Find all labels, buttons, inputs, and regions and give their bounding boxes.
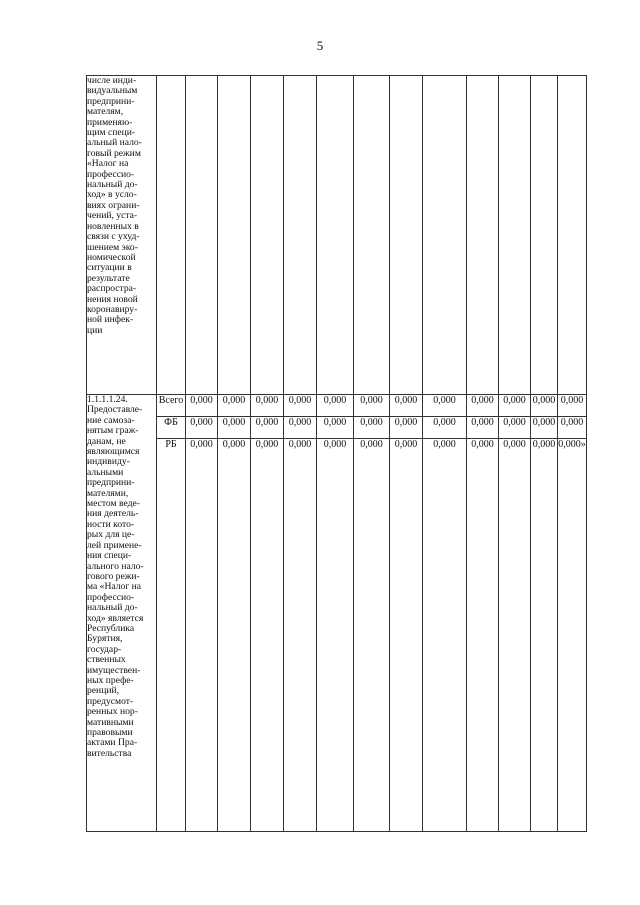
description-line: местом веде- — [87, 498, 140, 510]
value-cell: 0,000 — [251, 395, 284, 417]
value-cell: 0,000 — [284, 395, 317, 417]
value-cell: 0,000 — [284, 417, 317, 439]
description-line: ных префе- — [87, 674, 134, 686]
value-cell — [218, 76, 251, 395]
value-cell: 0,000 — [531, 417, 558, 439]
value-cell — [284, 76, 317, 395]
budget-table — [86, 75, 587, 832]
table-row — [87, 439, 587, 832]
item-description — [87, 395, 157, 832]
description-line: альными — [87, 466, 124, 478]
value-cell — [467, 76, 499, 395]
value-cell: 0,000 — [531, 395, 558, 417]
value-cell: 0,000 — [423, 439, 467, 832]
description-line: ход» в усло- — [87, 189, 137, 201]
value-cell: 0,000 — [251, 439, 284, 832]
description-line: применяю- — [87, 116, 133, 128]
description-line: коронавиру- — [87, 303, 138, 315]
description-line: щим специ- — [87, 127, 136, 139]
description-line: виях ограни- — [87, 199, 140, 211]
value-cell: 0,000 — [390, 439, 423, 832]
description-line: ситуации в — [87, 262, 132, 274]
value-cell — [531, 76, 558, 395]
description-line: актами Пра- — [87, 737, 138, 749]
value-cell: 0,000 — [354, 395, 390, 417]
table-row — [87, 417, 587, 439]
description-line: гового режи- — [87, 570, 140, 582]
description-line: мателям, — [87, 106, 124, 118]
value-cell: 0,000 — [218, 417, 251, 439]
description-line: 1.1.1.1.24. — [87, 394, 128, 405]
description-line: рых для це- — [87, 529, 135, 541]
description-line: ход» является — [87, 612, 144, 624]
description-line: ренций, — [87, 685, 119, 697]
description-line: результате — [87, 272, 130, 284]
value-cell: 0,000 — [558, 395, 587, 417]
description-line: ма «Налог на — [87, 581, 142, 593]
value-cell: 0,000 — [467, 395, 499, 417]
description-line: чений, уста- — [87, 210, 138, 222]
description-line: ности кото- — [87, 518, 135, 530]
value-cell: 0,000 — [499, 395, 531, 417]
description-line: ние самоза- — [87, 414, 135, 426]
description-line: говый режим — [87, 147, 141, 159]
description-line: Республика — [87, 622, 135, 634]
value-cell: 0,000 — [467, 439, 499, 832]
value-cell: 0,000 — [499, 417, 531, 439]
value-cell: 0,000 — [284, 439, 317, 832]
value-cell: 0,000» — [558, 439, 587, 832]
description-line: ственных — [87, 654, 126, 666]
description-line: ния деятель- — [87, 508, 139, 520]
description-line: нальный до- — [87, 179, 138, 191]
value-cell: 0,000 — [317, 439, 354, 832]
description-line: мателями, — [87, 487, 129, 499]
page-number: 5 — [316, 38, 324, 53]
description-line: новленных в — [87, 220, 139, 232]
description-line: ной инфек- — [87, 314, 134, 326]
description-line: «Налог на — [87, 158, 129, 170]
value-cell — [354, 76, 390, 395]
value-cell: 0,000 — [186, 439, 218, 832]
description-line: государ- — [87, 643, 122, 655]
description-line: имуществен- — [87, 664, 141, 676]
description-line: ренных нор- — [87, 706, 138, 718]
description-line: данам, не — [87, 435, 126, 447]
description-line: лей примене- — [87, 539, 142, 551]
value-cell — [317, 76, 354, 395]
description-line: распростра- — [87, 283, 137, 295]
description-line: Предоставле- — [87, 404, 143, 416]
description-line: ния специ- — [87, 550, 132, 562]
value-cell — [499, 76, 531, 395]
type-cell — [157, 76, 186, 395]
value-cell — [186, 76, 218, 395]
description-line: связи с ухуд- — [87, 231, 140, 243]
value-cell: 0,000 — [218, 439, 251, 832]
description-line: номической — [87, 251, 136, 263]
funding-type-cell: Всего — [157, 395, 186, 417]
value-cell: 0,000 — [317, 395, 354, 417]
value-cell: 0,000 — [354, 417, 390, 439]
value-cell: 0,000 — [558, 417, 587, 439]
value-cell: 0,000 — [186, 395, 218, 417]
funding-type-cell: РБ — [157, 439, 186, 832]
description-line: видуальным — [87, 85, 138, 97]
description-line: нения новой — [87, 293, 138, 305]
value-cell: 0,000 — [390, 395, 423, 417]
value-cell: 0,000 — [354, 439, 390, 832]
value-cell: 0,000 — [467, 417, 499, 439]
table-row — [87, 76, 587, 395]
value-cell: 0,000 — [251, 417, 284, 439]
row-description — [87, 76, 157, 395]
description-line: нятым граж- — [87, 425, 139, 437]
value-cell — [558, 76, 587, 395]
description-line: шением эко- — [87, 241, 138, 253]
description-line: предусмот- — [87, 695, 134, 707]
description-line: вительства — [87, 747, 132, 759]
value-cell: 0,000 — [499, 439, 531, 832]
value-cell: 0,000 — [423, 417, 467, 439]
value-cell: 0,000 — [218, 395, 251, 417]
value-cell: 0,000 — [531, 439, 558, 832]
value-cell — [251, 76, 284, 395]
description-line: мативными — [87, 716, 134, 728]
description-line: являющимся — [87, 446, 140, 458]
description-line: профессио- — [87, 591, 135, 603]
value-cell: 0,000 — [317, 417, 354, 439]
description-line: индивиду- — [87, 456, 130, 468]
description-line: ального нало- — [87, 560, 144, 572]
value-cell — [423, 76, 467, 395]
value-cell: 0,000 — [423, 395, 467, 417]
description-line: Бурятия, — [87, 633, 123, 645]
description-line: предприни- — [87, 95, 135, 107]
value-cell: 0,000 — [186, 417, 218, 439]
value-cell: 0,000 — [390, 417, 423, 439]
description-line: правовыми — [87, 727, 133, 738]
description-line: ции — [87, 324, 103, 336]
value-cell — [390, 76, 423, 395]
table-row — [87, 395, 587, 417]
description-line: нальный до- — [87, 602, 138, 614]
funding-type-cell: ФБ — [157, 417, 186, 439]
description-line: альный нало- — [87, 137, 142, 149]
description-line: числе инди- — [87, 75, 137, 86]
description-line: профессио- — [87, 168, 135, 180]
description-line: предприни- — [87, 477, 135, 489]
